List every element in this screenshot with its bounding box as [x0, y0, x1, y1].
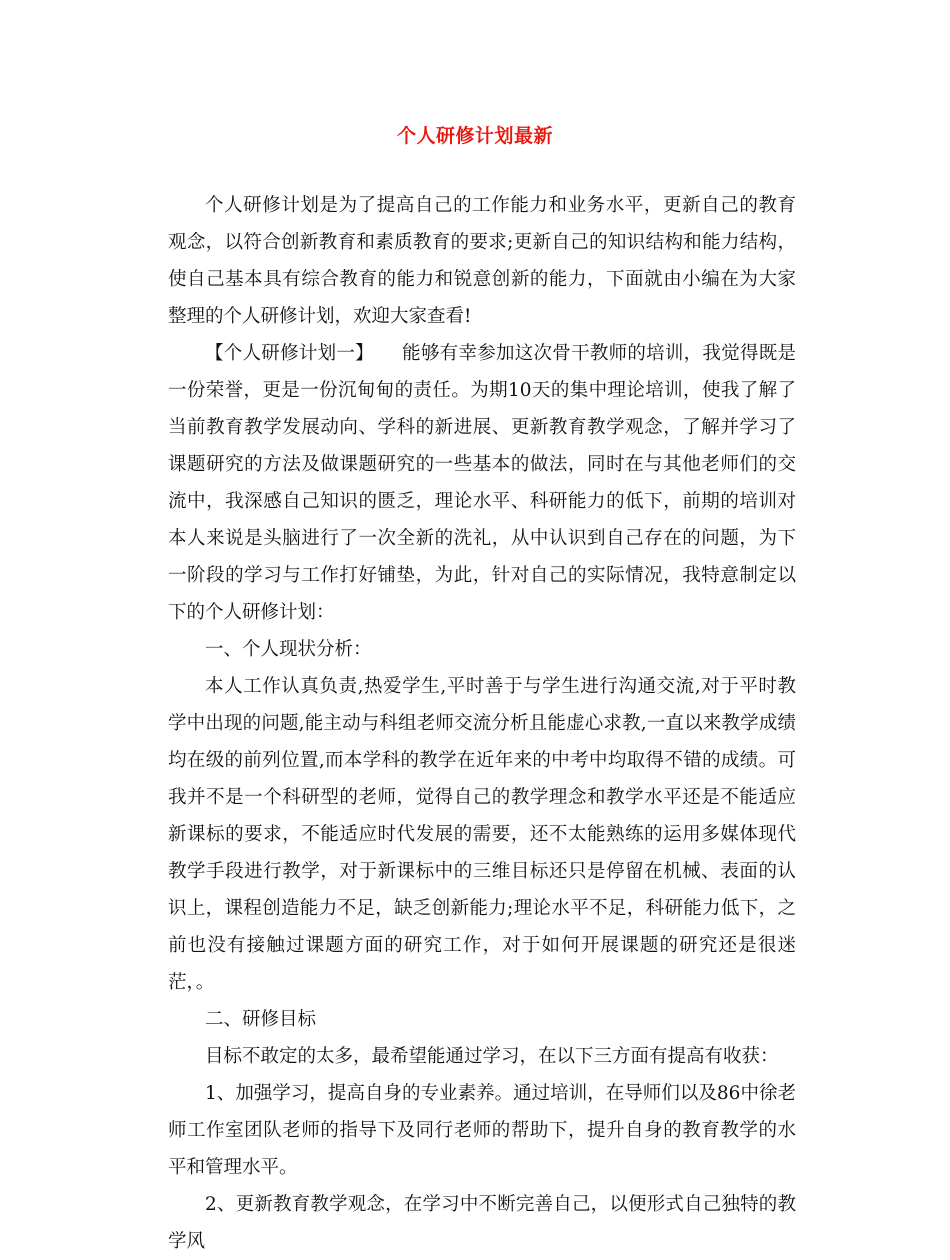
paragraph-goal-1: 1、加强学习，提高自身的专业素养。通过培训，在导师们以及86中徐老师工作室团队老师的指导下及同行老师的帮助下，提升自身的教育教学的水平和管理水平。 [168, 1083, 796, 1178]
paragraph-goal-2: 2、更新教育教学观念，在学习中不断完善自己，以便形式自己独特的教学风 [168, 1194, 796, 1252]
section-heading-status: 一、个人现状分析： [205, 639, 372, 660]
document-title: 个人研修计划最新 [396, 125, 553, 147]
paragraph-intro: 个人研修计划是为了提高自己的工作能力和业务水平，更新自己的教育观念，以符合创新教育和素质教育的要求;更新自己的知识结构和能力结构，使自己基本具有综合教育的能力和锐意创新的能力，下面就由小编在为大家整理的个人研修计划，欢迎大家查看! [168, 195, 796, 327]
section-heading-goals: 二、研修目标 [205, 1009, 317, 1030]
paragraph-plan-one: 【个人研修计划一】 能够有幸参加这次骨干教师的培训，我觉得既是一份荣誉，更是一份沉甸甸的责任。为期10天的集中理论培训，使我了解了当前教育教学发展动向、学科的新进展、更新教育教学观念，了解并学习了课题研究的方法及做课题研究的一些基本的做法，同时在与其他老师们的交流中，我深感自己知识的匮乏，理论水平、科研能力的低下，前期的培训对本人来说是头脑进行了一次全新的洗礼，从中认识到自己存在的问题，为下一阶段的学习与工作打好铺垫，为此，针对自己的实际情况，我特意制定以下的个人研修计划： [168, 343, 796, 623]
paragraph-goals-intro: 目标不敢定的太多，最希望能通过学习，在以下三方面有提高有收获： [205, 1046, 779, 1067]
document-body [168, 187, 796, 1260]
paragraph-status: 本人工作认真负责,热爱学生,平时善于与学生进行沟通交流,对于平时教学中出现的问题,能主动与科组老师交流分析且能虚心求教,一直以来教学成绩均在级的前列位置,而本学科的教学在近年来的中考中均取得不错的成绩。可我并不是一个科研型的老师，觉得自己的教学理念和教学水平还是不能适应新课标的要求，不能适应时代发展的需要，还不太能熟练的运用多媒体现代教学手段进行教学，对于新课标中的三维目标还只是停留在机械、表面的认识上，课程创造能力不足，缺乏创新能力;理论水平不足，科研能力低下，之前也没有接触过课题方面的研究工作，对于如何开展课题的研究还是很迷茫，。 [168, 676, 796, 993]
